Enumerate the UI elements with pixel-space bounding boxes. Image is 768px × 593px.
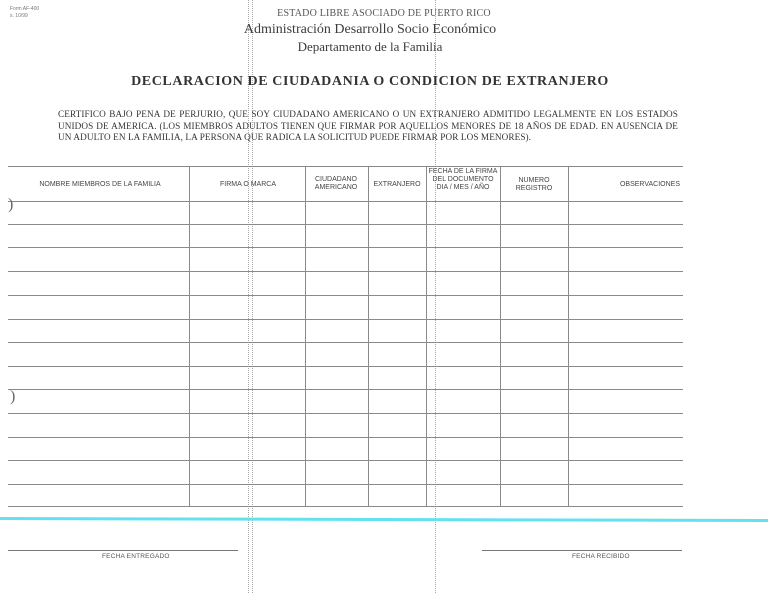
- agency-header: ESTADO LIBRE ASOCIADO DE PUERTO RICO: [277, 8, 491, 19]
- table-row-line: [8, 437, 683, 438]
- punch-hole-mark: ): [8, 196, 14, 213]
- table-row-line: [8, 366, 683, 367]
- table-col-divider: [500, 166, 501, 506]
- table-row-line: [8, 271, 683, 272]
- col-header-registry: NUMERO REGISTRO: [515, 177, 553, 192]
- col-header-observations: OBSERVACIONES: [619, 181, 680, 188]
- punch-hole-mark: ): [10, 388, 16, 405]
- table-col-divider: [189, 166, 190, 506]
- certification-text: CERTIFICO BAJO PENA DE PERJURIO, QUE SOY CIUDADANO AMERICANO O UN EXTRANJERO ADMITIDO LEGALMENTE EN LOS ESTADOS UNIDOS DE AMERICA. (LOS MIEMBROS ADULTOS TIENEN QUE FIRMAR POR AQUELLOS MENORES DE 18 AÑOS DE EDAD. EN AUSENCIA DE UN ADULTO EN LA FAMILIA, LA PERSONA QUE RADICA LA SOLICITUD PUEDE FIRMAR POR LOS MENORES).: [58, 109, 678, 142]
- table-row-line: [8, 201, 683, 202]
- table-col-divider: [305, 166, 306, 506]
- form-revision-line: s. 10/99: [10, 13, 28, 19]
- table-row-line: [8, 342, 683, 343]
- department-header: Departamento de la Familia: [297, 39, 443, 54]
- table-col-divider: [368, 166, 369, 506]
- scanner-artifact-line: [0, 517, 768, 522]
- delivered-date-label: FECHA ENTREGADO: [102, 553, 170, 560]
- delivered-date-line: [8, 550, 238, 551]
- table-row-line: [8, 389, 683, 390]
- col-header-date: FECHA DE LA FIRMA DEL DOCUMENTO DIA / MES / AÑO: [428, 168, 498, 191]
- table-bottom-border: [8, 506, 683, 507]
- table-col-divider: [426, 166, 427, 506]
- table-row-line: [8, 319, 683, 320]
- form-number-line: Form AF-400: [10, 6, 40, 12]
- table-row-line: [8, 295, 683, 296]
- col-header-signature: FIRMA O MARCA: [219, 181, 276, 188]
- page-title: DECLARACION DE CIUDADANIA O CONDICION DE EXTRANJERO: [131, 74, 609, 89]
- table-row-line: [8, 247, 683, 248]
- table-row-line: [8, 484, 683, 485]
- table-row-line: [8, 224, 683, 225]
- col-header-citizen: CIUDADANO AMERICANO: [314, 176, 358, 191]
- administration-header: Administración Desarrollo Socio Económico: [243, 22, 497, 37]
- received-date-label: FECHA RECIBIDO: [572, 553, 630, 560]
- table-top-border: [8, 166, 683, 167]
- col-header-foreigner: EXTRANJERO: [373, 181, 421, 188]
- table-row-line: [8, 460, 683, 461]
- col-header-name: NOMBRE MIEMBROS DE LA FAMILIA: [39, 181, 161, 188]
- table-row-line: [8, 413, 683, 414]
- table-col-divider: [568, 166, 569, 506]
- received-date-line: [482, 550, 682, 551]
